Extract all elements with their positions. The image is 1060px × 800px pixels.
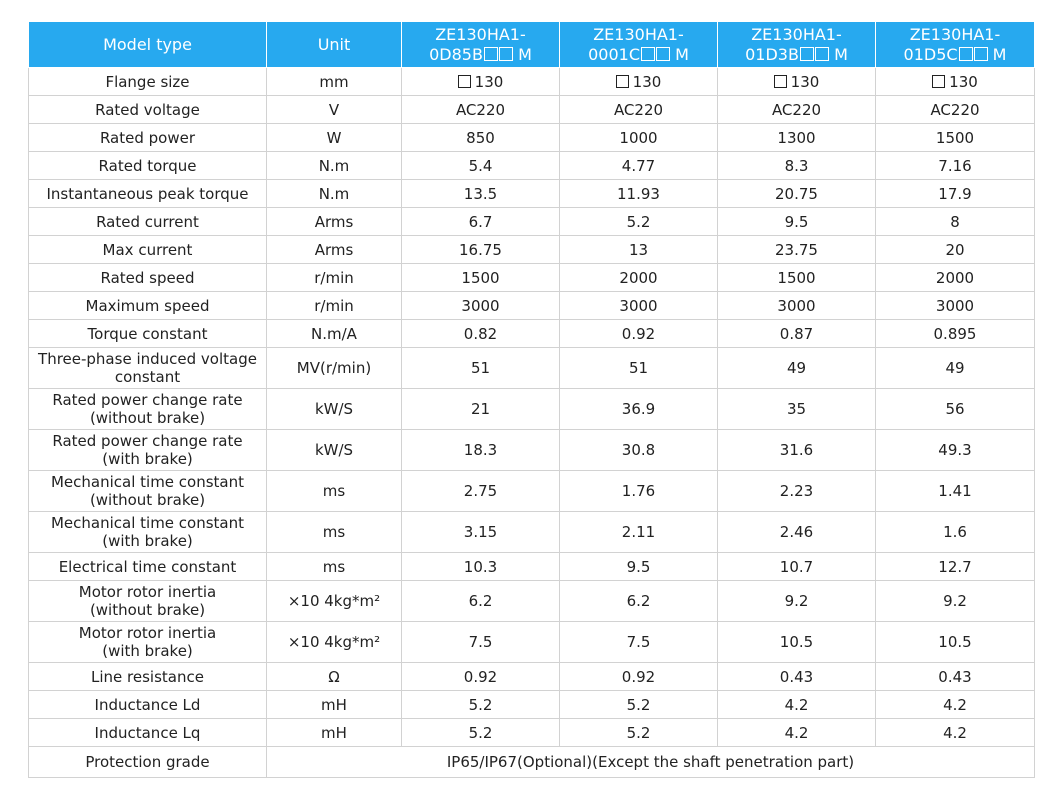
- param-name: [29, 348, 267, 389]
- value-text: 56: [945, 400, 965, 418]
- table-row: [29, 68, 1035, 96]
- table-row: [29, 622, 1035, 663]
- value-cell: [876, 68, 1035, 96]
- value-text: 36.9: [621, 400, 656, 418]
- model-1-line1: ZE130HA1-: [435, 24, 526, 44]
- param-unit: MV(r/min): [267, 348, 402, 389]
- header-model-2: [560, 22, 718, 68]
- value-text: 0.87: [779, 324, 814, 343]
- protection-value: IP65/IP67(Optional)(Except the shaft penetration part): [267, 747, 1035, 778]
- value-cell: [560, 292, 718, 320]
- value-cell: [718, 180, 876, 208]
- value-cell: [718, 691, 876, 719]
- value-text: 51: [628, 359, 649, 377]
- value-cell: [560, 581, 718, 622]
- value-cell: [718, 96, 876, 124]
- table-row: [29, 152, 1035, 180]
- value-cell: [876, 430, 1035, 471]
- value-text: 1.41: [938, 482, 972, 500]
- param-line1: Rated torque: [98, 156, 197, 175]
- value-text: 5.2: [468, 723, 493, 742]
- value-text: 1500: [777, 268, 816, 287]
- value-cell: [560, 471, 718, 512]
- placeholder-box-icon: [959, 47, 973, 61]
- param-unit: N.m: [267, 180, 402, 208]
- value-cell: [718, 68, 876, 96]
- value-cell: [402, 389, 560, 430]
- placeholder-box-icon: [974, 47, 988, 61]
- param-unit: ms: [267, 553, 402, 581]
- param-unit: ms: [267, 471, 402, 512]
- square-flange-icon: [458, 75, 471, 88]
- param-name: [29, 691, 267, 719]
- param-unit: kW/S: [267, 389, 402, 430]
- value-cell: [718, 292, 876, 320]
- value-cell: [402, 430, 560, 471]
- header-model-1: [402, 22, 560, 68]
- param-line2: (without brake): [89, 409, 206, 427]
- value-text: 3000: [777, 296, 816, 315]
- model-1-suffix: M: [518, 44, 532, 64]
- value-text: 5.4: [468, 156, 493, 175]
- value-cell: [876, 236, 1035, 264]
- param-line2: (without brake): [89, 491, 206, 509]
- value-text: 2000: [935, 268, 975, 287]
- model-2-line1: ZE130HA1-: [593, 24, 684, 44]
- value-cell: [876, 180, 1035, 208]
- param-line1: Rated speed: [100, 268, 195, 287]
- table-row: [29, 292, 1035, 320]
- header-model-3: [718, 22, 876, 68]
- value-cell: [560, 124, 718, 152]
- value-cell: [560, 96, 718, 124]
- value-cell: [718, 512, 876, 553]
- value-text: 9.5: [626, 557, 651, 576]
- value-cell: [718, 152, 876, 180]
- value-cell: [402, 292, 560, 320]
- value-text: 17.9: [938, 184, 972, 203]
- value-text: 2.23: [779, 482, 814, 500]
- param-name: [29, 471, 267, 512]
- model-3-suffix: M: [834, 44, 848, 64]
- value-text: 13.5: [463, 184, 498, 203]
- value-cell: [402, 553, 560, 581]
- placeholder-box-icon: [484, 47, 498, 61]
- value-text: 0.895: [933, 324, 977, 343]
- value-text: 4.2: [784, 695, 809, 714]
- value-cell: [560, 719, 718, 747]
- value-cell: [876, 553, 1035, 581]
- param-name: [29, 208, 267, 236]
- value-cell: [402, 691, 560, 719]
- param-name: [29, 124, 267, 152]
- square-flange-icon: [932, 75, 945, 88]
- param-line2: (with brake): [102, 642, 193, 660]
- value-cell: [402, 622, 560, 663]
- placeholder-box-icon: [499, 47, 513, 61]
- value-text: 850: [466, 128, 495, 147]
- header-row: [29, 22, 1035, 68]
- value-cell: [402, 152, 560, 180]
- table-row: [29, 180, 1035, 208]
- param-name: [29, 719, 267, 747]
- value-text: 5.2: [626, 695, 651, 714]
- value-text: 2.46: [779, 523, 814, 541]
- table-row: [29, 719, 1035, 747]
- value-text: 49: [786, 359, 807, 377]
- param-unit: Ω: [267, 663, 402, 691]
- value-text: AC220: [771, 100, 822, 119]
- param-unit: N.m/A: [267, 320, 402, 348]
- param-unit: mH: [267, 691, 402, 719]
- value-text: 23.75: [775, 240, 818, 259]
- motor-spec-table: [28, 21, 1035, 778]
- param-line1: Rated current: [96, 212, 199, 231]
- param-line1: Rated power change rate: [52, 391, 243, 409]
- param-line1: Mechanical time constant: [50, 514, 245, 532]
- placeholder-box-icon: [656, 47, 670, 61]
- protection-label: Protection grade: [29, 747, 267, 778]
- value-cell: [718, 553, 876, 581]
- value-text: 4.2: [943, 695, 967, 714]
- value-cell: [718, 581, 876, 622]
- value-cell: [718, 622, 876, 663]
- param-line2: (with brake): [102, 450, 193, 468]
- param-name: [29, 264, 267, 292]
- param-name: [29, 236, 267, 264]
- param-unit: ms: [267, 512, 402, 553]
- value-cell: [876, 622, 1035, 663]
- value-text: 4.2: [784, 723, 809, 742]
- param-unit: mH: [267, 719, 402, 747]
- value-text: 1.76: [621, 482, 656, 500]
- value-cell: [402, 512, 560, 553]
- value-text: 0.92: [621, 667, 656, 686]
- value-text: 9.2: [943, 592, 967, 610]
- value-cell: [876, 292, 1035, 320]
- value-cell: [876, 691, 1035, 719]
- value-cell: [560, 553, 718, 581]
- value-text: 8.3: [784, 156, 809, 175]
- table-row: [29, 264, 1035, 292]
- model-4-line2: 01D5C: [903, 44, 958, 64]
- value-text: 1.6: [943, 523, 967, 541]
- value-cell: [402, 124, 560, 152]
- table-row: [29, 96, 1035, 124]
- value-text: 31.6: [779, 441, 814, 459]
- model-2-suffix: M: [675, 44, 689, 64]
- value-cell: [560, 389, 718, 430]
- param-unit: kW/S: [267, 430, 402, 471]
- value-text: 7.5: [626, 633, 651, 651]
- value-text: 49: [945, 359, 965, 377]
- value-text: 21: [470, 400, 491, 418]
- value-cell: [560, 236, 718, 264]
- value-cell: [876, 663, 1035, 691]
- value-cell: [560, 152, 718, 180]
- value-cell: [718, 264, 876, 292]
- param-line1: Maximum speed: [85, 296, 210, 315]
- value-text: 3000: [619, 296, 658, 315]
- table-row: [29, 389, 1035, 430]
- model-1-line2: 0D85B: [429, 44, 483, 64]
- value-cell: [718, 663, 876, 691]
- param-name: [29, 389, 267, 430]
- placeholder-box-icon: [800, 47, 814, 61]
- value-text: 3000: [935, 296, 975, 315]
- param-line1: Three-phase induced voltage: [38, 350, 257, 368]
- value-cell: [560, 691, 718, 719]
- value-cell: [718, 719, 876, 747]
- value-text: 6.2: [468, 592, 493, 610]
- value-cell: [718, 208, 876, 236]
- param-line2: constant: [114, 368, 181, 386]
- value-cell: [402, 471, 560, 512]
- value-cell: [876, 512, 1035, 553]
- value-text: 1000: [619, 128, 658, 147]
- param-name: [29, 180, 267, 208]
- param-name: [29, 96, 267, 124]
- model-2-line2: 0001C: [588, 44, 640, 64]
- param-line1: Motor rotor inertia: [78, 583, 217, 601]
- value-text: 10.5: [779, 633, 814, 651]
- param-line1: Rated power change rate: [52, 432, 243, 450]
- param-unit: r/min: [267, 292, 402, 320]
- value-text: 5.2: [468, 695, 493, 714]
- value-text: 5.2: [626, 212, 651, 231]
- param-unit: N.m: [267, 152, 402, 180]
- value-text: 0.43: [938, 667, 972, 686]
- value-text: 20.75: [775, 184, 818, 203]
- param-line1: Torque constant: [87, 324, 208, 343]
- param-line1: Flange size: [105, 72, 190, 91]
- table-row: [29, 663, 1035, 691]
- spec-body: [29, 68, 1035, 778]
- value-text: 35: [786, 400, 807, 418]
- placeholder-box-icon: [815, 47, 829, 61]
- table-row: [29, 581, 1035, 622]
- param-line1: Electrical time constant: [58, 557, 237, 576]
- value-text: 4.77: [621, 156, 656, 175]
- value-text: 16.75: [459, 240, 502, 259]
- value-cell: [402, 264, 560, 292]
- value-cell: [718, 430, 876, 471]
- model-3-line1: ZE130HA1-: [751, 24, 842, 44]
- header-model-4: [876, 22, 1035, 68]
- value-cell: [876, 320, 1035, 348]
- value-text: 2.75: [463, 482, 498, 500]
- table-row: [29, 691, 1035, 719]
- header-unit: Unit: [267, 22, 402, 68]
- value-cell: [876, 208, 1035, 236]
- value-text: 12.7: [938, 557, 972, 576]
- value-text: 130: [474, 72, 504, 91]
- value-cell: [876, 96, 1035, 124]
- value-text: 0.82: [463, 324, 498, 343]
- param-name: [29, 430, 267, 471]
- value-text: 5.2: [626, 723, 651, 742]
- value-text: 1300: [777, 128, 816, 147]
- value-text: 130: [632, 72, 662, 91]
- table-row: [29, 208, 1035, 236]
- value-text: 6.2: [626, 592, 651, 610]
- table-row: [29, 512, 1035, 553]
- value-cell: [718, 348, 876, 389]
- param-line1: Max current: [102, 240, 193, 259]
- value-text: 9.5: [784, 212, 809, 231]
- table-row: [29, 471, 1035, 512]
- param-line1: Line resistance: [91, 667, 204, 686]
- value-text: 30.8: [621, 441, 656, 459]
- value-cell: [560, 663, 718, 691]
- value-cell: [718, 124, 876, 152]
- table-row: [29, 430, 1035, 471]
- param-unit: Arms: [267, 208, 402, 236]
- value-cell: [560, 264, 718, 292]
- value-cell: [560, 348, 718, 389]
- value-text: 3.15: [463, 523, 498, 541]
- param-line2: (without brake): [89, 601, 206, 619]
- param-name: [29, 152, 267, 180]
- value-cell: [402, 236, 560, 264]
- model-4-line1: ZE130HA1-: [909, 24, 1001, 44]
- square-flange-icon: [616, 75, 629, 88]
- value-cell: [718, 389, 876, 430]
- model-4-suffix: M: [992, 44, 1007, 64]
- model-3-line2: 01D3B: [745, 44, 799, 64]
- value-cell: [876, 124, 1035, 152]
- table-row: [29, 348, 1035, 389]
- value-text: 10.5: [938, 633, 972, 651]
- header-model-type: Model type: [29, 22, 267, 68]
- table-row: [29, 553, 1035, 581]
- param-line1: Rated voltage: [95, 100, 200, 119]
- param-unit: W: [267, 124, 402, 152]
- param-unit: mm: [267, 68, 402, 96]
- value-text: 6.7: [468, 212, 493, 231]
- value-text: 2.11: [621, 523, 656, 541]
- protection-row: [29, 747, 1035, 778]
- value-text: 13: [628, 240, 649, 259]
- value-text: 1500: [461, 268, 500, 287]
- param-name: [29, 663, 267, 691]
- param-name: [29, 68, 267, 96]
- param-line1: Inductance Lq: [94, 723, 201, 742]
- value-cell: [718, 236, 876, 264]
- placeholder-box-icon: [641, 47, 655, 61]
- value-cell: [402, 208, 560, 236]
- value-cell: [560, 622, 718, 663]
- value-text: 1500: [935, 128, 975, 147]
- value-text: 7.16: [938, 156, 972, 175]
- value-cell: [876, 152, 1035, 180]
- value-cell: [876, 264, 1035, 292]
- param-line1: Mechanical time constant: [50, 473, 245, 491]
- value-cell: [402, 320, 560, 348]
- value-text: 130: [949, 72, 978, 91]
- value-cell: [402, 719, 560, 747]
- value-cell: [402, 581, 560, 622]
- value-text: 9.2: [784, 592, 809, 610]
- square-flange-icon: [774, 75, 787, 88]
- value-cell: [560, 512, 718, 553]
- value-cell: [402, 96, 560, 124]
- param-line1: Motor rotor inertia: [78, 624, 217, 642]
- param-line1: Instantaneous peak torque: [46, 184, 249, 203]
- param-name: [29, 320, 267, 348]
- value-text: 10.3: [463, 557, 498, 576]
- value-text: 18.3: [463, 441, 498, 459]
- table-row: [29, 124, 1035, 152]
- param-name: [29, 512, 267, 553]
- table-row: [29, 236, 1035, 264]
- value-text: AC220: [613, 100, 664, 119]
- value-text: AC220: [455, 100, 506, 119]
- param-unit: V: [267, 96, 402, 124]
- param-unit: Arms: [267, 236, 402, 264]
- param-name: [29, 292, 267, 320]
- param-name: [29, 553, 267, 581]
- value-cell: [402, 663, 560, 691]
- value-cell: [560, 68, 718, 96]
- value-cell: [876, 581, 1035, 622]
- value-text: 0.92: [463, 667, 498, 686]
- value-text: 3000: [461, 296, 500, 315]
- value-text: 130: [790, 72, 820, 91]
- value-cell: [402, 180, 560, 208]
- param-line2: (with brake): [102, 532, 193, 550]
- param-unit: ×10 4kg*m²: [267, 622, 402, 663]
- value-cell: [402, 68, 560, 96]
- value-text: 20: [945, 240, 965, 259]
- value-cell: [876, 719, 1035, 747]
- value-text: 4.2: [943, 723, 967, 742]
- value-text: 7.5: [468, 633, 493, 651]
- value-text: 11.93: [617, 184, 660, 203]
- param-name: [29, 622, 267, 663]
- table-row: [29, 320, 1035, 348]
- value-cell: [560, 320, 718, 348]
- value-text: 2000: [619, 268, 658, 287]
- value-text: 0.43: [779, 667, 814, 686]
- value-cell: [876, 389, 1035, 430]
- value-text: 0.92: [621, 324, 656, 343]
- param-name: [29, 581, 267, 622]
- value-cell: [560, 180, 718, 208]
- value-text: 49.3: [938, 441, 972, 459]
- value-cell: [876, 348, 1035, 389]
- value-cell: [402, 348, 560, 389]
- param-line1: Rated power: [99, 128, 196, 147]
- value-text: 10.7: [779, 557, 814, 576]
- param-unit: r/min: [267, 264, 402, 292]
- value-text: AC220: [930, 100, 980, 119]
- value-cell: [560, 208, 718, 236]
- value-cell: [718, 471, 876, 512]
- value-cell: [560, 430, 718, 471]
- value-cell: [718, 320, 876, 348]
- value-text: 51: [470, 359, 491, 377]
- value-cell: [876, 471, 1035, 512]
- value-text: 8: [950, 212, 960, 231]
- param-unit: ×10 4kg*m²: [267, 581, 402, 622]
- param-line1: Inductance Ld: [94, 695, 201, 714]
